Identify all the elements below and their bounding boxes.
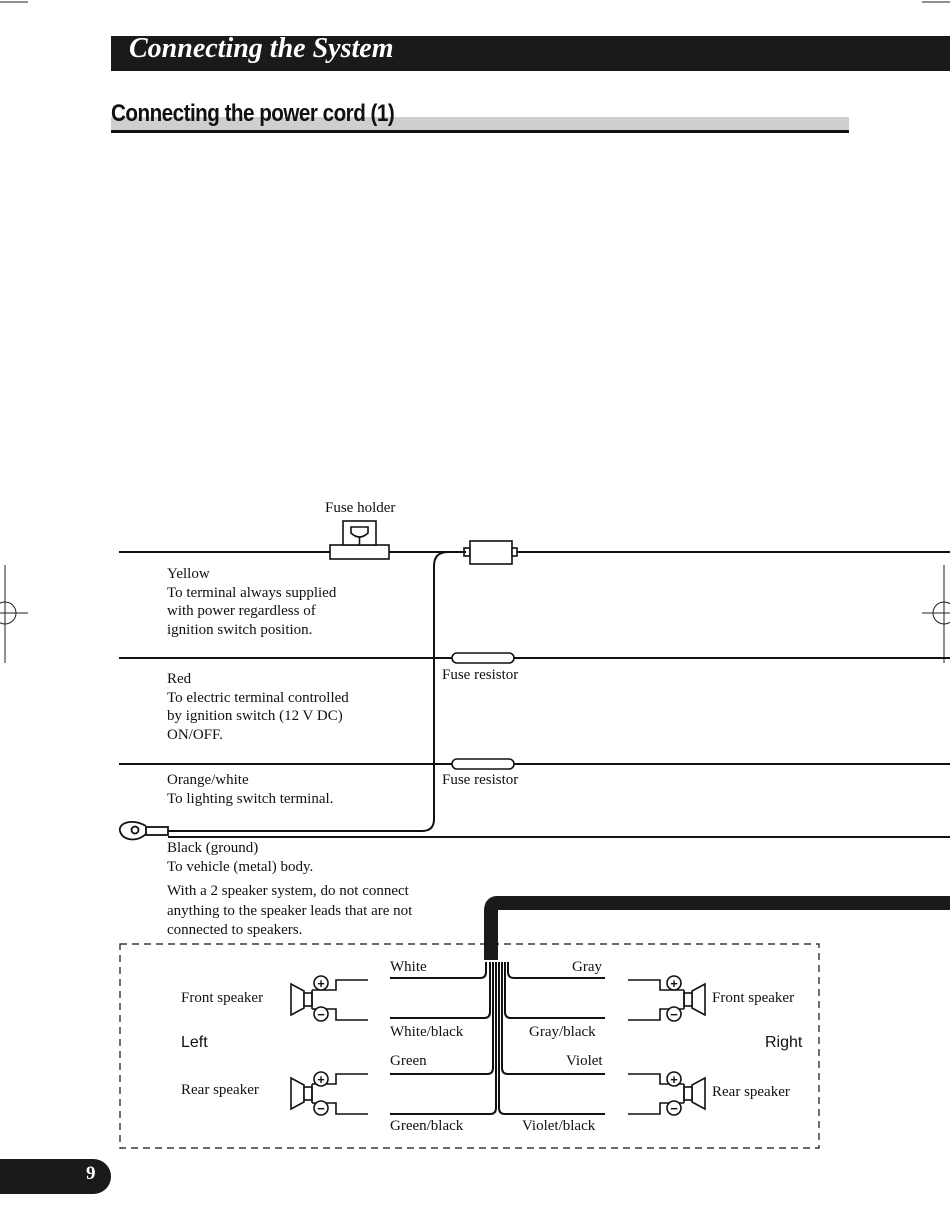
fuse-resistor-label: Fuse resistor bbox=[442, 667, 519, 683]
note-line: anything to the speaker leads that are not bbox=[167, 902, 413, 919]
wire-label-white-black: White/black bbox=[390, 1024, 464, 1040]
wire-label-green: Green bbox=[390, 1053, 427, 1069]
wire-label-gray: Gray bbox=[572, 959, 602, 975]
front-right-speaker-label: Front speaker bbox=[712, 990, 795, 1006]
fuse-resistor-label: Fuse resistor bbox=[442, 772, 519, 788]
wire-label-white: White bbox=[390, 959, 427, 975]
minus-icon: − bbox=[670, 1101, 678, 1116]
plus-icon: + bbox=[670, 976, 678, 991]
wire-desc-line: ON/OFF. bbox=[167, 726, 223, 743]
fuse-resistor-2 bbox=[452, 759, 514, 769]
red-wire-label bbox=[167, 670, 349, 744]
wire-color: Black (ground) bbox=[167, 840, 259, 856]
speaker-rear-left bbox=[291, 1072, 368, 1115]
rear-right-speaker-label: Rear speaker bbox=[712, 1084, 790, 1100]
plus-icon: + bbox=[317, 1072, 325, 1087]
speaker-front-right bbox=[628, 976, 705, 1021]
rear-left-speaker-label: Rear speaker bbox=[181, 1082, 259, 1098]
wire-desc-line: ignition switch position. bbox=[167, 621, 313, 638]
right-side-label: Right bbox=[765, 1034, 803, 1051]
speaker-area-box bbox=[120, 944, 819, 1148]
fuse-resistor-1 bbox=[452, 653, 514, 663]
orange-white-wire-label bbox=[167, 771, 333, 808]
fuse-holder bbox=[330, 521, 389, 559]
wire-desc-line: To electric terminal controlled bbox=[167, 689, 349, 706]
plus-icon: + bbox=[317, 976, 325, 991]
front-left-speaker-label: Front speaker bbox=[181, 990, 264, 1006]
ground-terminal bbox=[120, 822, 168, 839]
speaker-rear-right bbox=[628, 1072, 705, 1115]
speaker-harness bbox=[491, 903, 950, 960]
wire-label-green-black: Green/black bbox=[390, 1118, 464, 1134]
wire-label-gray-black: Gray/black bbox=[529, 1024, 596, 1040]
page-title: Connecting the System bbox=[129, 33, 394, 64]
wire-color: Yellow bbox=[167, 566, 210, 582]
wire-color: Red bbox=[167, 671, 192, 687]
yellow-wire-label bbox=[167, 565, 336, 639]
wire-color: Orange/white bbox=[167, 772, 249, 788]
wire-desc-line: by ignition switch (12 V DC) bbox=[167, 708, 343, 724]
wire-desc-line: To vehicle (metal) body. bbox=[167, 858, 314, 875]
wire-desc-line: To lighting switch terminal. bbox=[167, 790, 334, 807]
wire-desc-line: To terminal always supplied bbox=[167, 584, 337, 601]
note-line: With a 2 speaker system, do not connect bbox=[167, 883, 409, 899]
left-side-label: Left bbox=[181, 1034, 208, 1051]
wire-label-violet: Violet bbox=[566, 1053, 603, 1069]
minus-icon: − bbox=[670, 1007, 678, 1022]
black-ground-wire-label bbox=[167, 839, 313, 876]
two-speaker-note bbox=[167, 882, 412, 941]
speaker-front-left bbox=[291, 976, 368, 1021]
wire-label-violet-black: Violet/black bbox=[522, 1118, 596, 1134]
minus-icon: − bbox=[317, 1101, 325, 1116]
fuse-holder-label: Fuse holder bbox=[325, 500, 396, 516]
wire-desc-line: with power regardless of bbox=[167, 603, 316, 619]
plus-icon: + bbox=[670, 1072, 678, 1087]
page-number: 9 bbox=[86, 1163, 96, 1184]
section-title: Connecting the power cord (1) bbox=[111, 100, 395, 127]
inline-fuse bbox=[464, 541, 517, 564]
minus-icon: − bbox=[317, 1007, 325, 1022]
note-line: connected to speakers. bbox=[167, 922, 303, 938]
